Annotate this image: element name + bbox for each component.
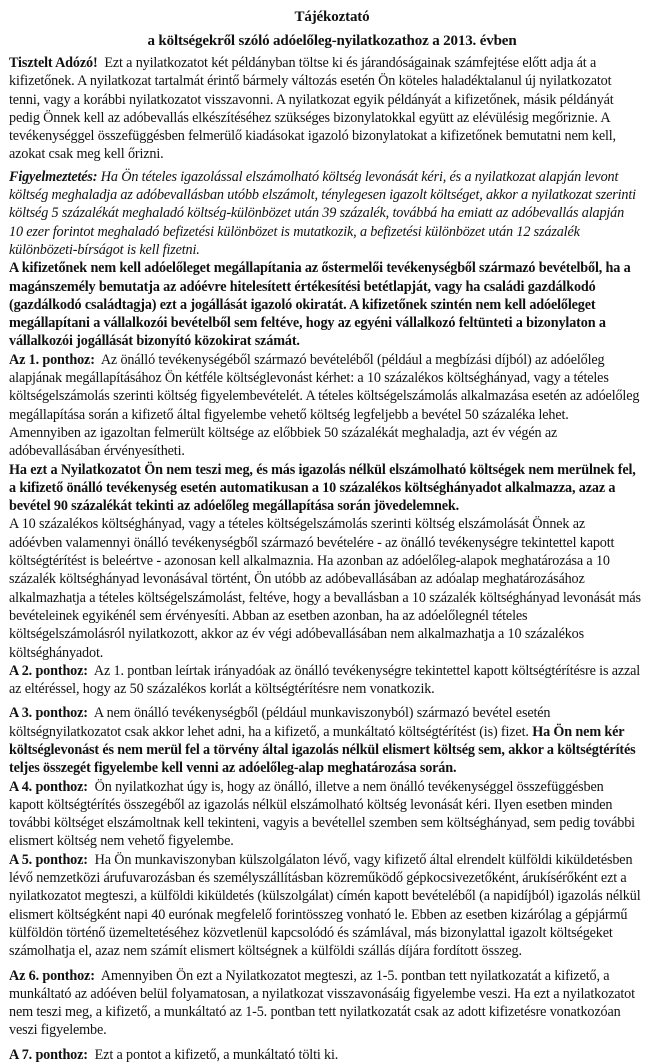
point5-paragraph	[9, 851, 641, 961]
warning-text: Ha Ön tételes igazolással elszámolható költség levonását kéri, és a nyilatkozat alapján levont költség meghaladja az adóbevallásban utóbb elszámolt, ténylegesen igazolt költséget, akkor a nyilatkozat szerinti költség 5 százalékát meghaladó költség-különbözet után 39 százalék, továbbá ha emiatt az adóbevallás alapján 10 ezer forintot meghaladó befizetési különbözet is mutatkozik, a befizetési különbözet után 12 százalék különbözeti-bírságot is kell fizetni.	[9, 168, 636, 258]
point6-text: Amennyiben Ön ezt a Nyilatkozatot megteszi, az 1-5. pontban tett nyilatkozatát a kifizető, a munkáltató az adóéven belül folyamatosan, a nyilatkozat visszavonásáig figyelembe veszi. Ha ezt a nyilatkozatot nem teszi meg, a kifizető, a munkáltató az 1-5. pontban tett nyilatkozatát csak az adott kifizetésre vonatkozóan veszi figyelembe.	[9, 967, 635, 1039]
point1-text2: A 10 százalékos költséghányad, vagy a tételes költségelszámolás szerinti költség elszámolását Önnek az adóévben valamennyi önálló tevékenységből származó bevételére - az önálló tevékenységre tekintettel kapott költségtérítést is beleértve - azonosan kell alkalmaznia. Ha azonban az adóelőleg-alapok meghatározása a 10 százalék költséghányad levonásával történt, Ön utóbb az adóbevallásában az adóalap meghatározásához alkalmazhatja a tételes költségelszámolást, feltéve, hogy a bevallásban a 10 százalék költséghányad levonását más bevételeinek egyikénél sem érvényesíti. Abban az esetben azonban, ha az adóelőlegnél tételes költségelszámolásról nyilatkozott, akkor az év végi adóbevallásában nem alkalmazhatja a 10 százalékos költséghányadot.	[9, 516, 641, 661]
document-title: Tájékoztató	[294, 9, 370, 25]
document-subtitle: a költségekről szóló adóelőleg-nyilatkozathoz a 2013. évben	[147, 33, 517, 49]
warning-paragraph	[9, 168, 641, 259]
point6-paragraph	[9, 967, 641, 1040]
point4-paragraph	[9, 778, 641, 851]
point4-label: A 4. ponthoz:	[9, 778, 88, 795]
point2-text: Az 1. pontban leírtak irányadóak az önálló tevékenységre tekintettel kapott költségtérítésre is azzal az eltéréssel, hogy az 50 százalékos korlát a költségtérítésre nem vonatkozik.	[9, 662, 641, 698]
point7-text: Ezt a pontot a kifizető, a munkáltató tölti ki.	[94, 1046, 339, 1063]
bold-notice: A kifizetőnek nem kell adóelőleget megállapítania az őstermelői tevékenységből származó bevételből, ha a magánszemély bemutatja az adóévre hitelesített értékesítési betétlapját, vagy ha családi gazdálkodó (gazdálkodó családtagja) ezt a jogállását igazoló okiratát. A kifizetőnek szintén nem kell adóelőleget megállapítani a vállalkozói bevételből sem feltéve, hogy az egyéni vállalkozó feltünteti a bizonylaton a vállalkozói jogállását bizonyító közokirat számát.	[9, 260, 631, 350]
point1-text: Az önálló tevékenységéből származó bevételéből (például a megbízási díjból) az adóelőleg alapjának megállapításához Ön kétféle költséglevonást kérhet: a 10 százalékos költséghányad, vagy a tételes költségelszámolás szerinti költség figyelembevételét. A tételes költségelszámolás alkalmazása esetén az adóelőleg megállapítása során a kifizető által figyelembe vehető költség legfeljebb a bevétel 50 százaléka lehet. Amennyiben az igazoltan felmerült költsége az előbbiek 50 százalékát meghaladja, azt év végén az adóbevallásában érvényesítheti.	[9, 351, 640, 460]
point7-label: A 7. ponthoz:	[9, 1046, 88, 1063]
point5-label: A 5. ponthoz:	[9, 851, 88, 868]
point3-text: A nem önálló tevékenységből (például munkaviszonyból) származó bevétel esetén költségnyilatkozatot csak akkor lehet adni, ha a kifizető, a munkáltató költségtérítést (is) fizet.	[9, 705, 551, 740]
point3-label: A 3. ponthoz:	[9, 705, 88, 722]
point1-paragraph	[9, 351, 641, 461]
intro-text: Ezt a nyilatkozatot két példányban töltse ki és járandóságainak számfejtése előtt adja át a kifizetőnek. A nyilatkozat tartalmát érintő bármely változás esetén Ön köteles haladéktalanul új nyilatkozatot tenni, vagy a korábbi nyilatkozatot visszavonni. A nyilatkozat egyik példányát a kifizetőnek, másik példányát pedig Önnek kell az adóbevallás elkészítéséhez szükséges bizonylatokkal együtt az elévülésig megőriznie. A tevékenységgel összefüggésben felmerülő kiadásokat igazoló bizonylatokat a kifizetőnek bemutatni nem kell, azokat csak meg kell őrizni.	[9, 55, 616, 163]
warning-label: Figyelmeztetés:	[9, 168, 98, 185]
intro-label: Tisztelt Adózó!	[9, 55, 98, 71]
point1-bold-text: Ha ezt a Nyilatkozatot Ön nem teszi meg, és más igazolás nélkül elszámolható költségek nem merülnek fel, a kifizető önálló tevékenység esetén automatikusan a 10 százalékos költséghányadot alkalmazza, azaz a bevétel 90 százalékát tekinti az adóelőleg megállapítása során jövedelemnek.	[9, 461, 636, 515]
point6-label: Az 6. ponthoz:	[9, 967, 95, 984]
point7-paragraph	[9, 1046, 641, 1064]
point4-text: Ön nyilatkozhat úgy is, hogy az önálló, illetve a nem önálló tevékenységgel összefüggésben kapott költségtérítés összegéből az igazolás nélkül elszámolható költség levonását kéri. Ilyen esetben minden további költséget elszámoltnak kell tekinteni, vagyis a bevétellel szemben sem költséghányad, sem pedig további elismert költség nem vehető figyelembe.	[9, 778, 635, 850]
point3-bold-text: Ha Ön nem kér költséglevonást és nem merül fel a törvény által igazolás nélkül elismert költség sem, akkor a költségtérítés teljes összegét figyelembe kell venni az adóelőleg-alap meghatározása során.	[9, 723, 636, 777]
intro-paragraph	[9, 54, 641, 164]
point3-paragraph	[9, 704, 641, 777]
point1-label: Az 1. ponthoz:	[9, 351, 95, 368]
point2-paragraph	[9, 662, 641, 699]
point5-text: Ha Ön munkaviszonyban külszolgálaton lévő, vagy kifizető által elrendelt külföldi kiküldetésben lévő nemzetközi árufuvarozásban és személyszállításban közreműködő gépkocsivezetőként, árukísérőként ezt a nyilatkozatot megteszi, a külföldi kiküldetés (külszolgálat) címén kapott bevételéből (a napidíjból) igazolás nélkül elismert költségként napi 40 eurónak megfelelő forintösszeg vonható le. Ebben az esetben kizárólag a gépjármű külföldön történő üzemeltetéséhez közvetlenül kapcsolódó és számlával, más bizonylattal igazolt költségeket számolhatja el, azaz nem számít elismert költségnek a külföldi szállás díjára fordított összeg.	[9, 851, 641, 960]
point2-label: A 2. ponthoz:	[9, 662, 88, 679]
